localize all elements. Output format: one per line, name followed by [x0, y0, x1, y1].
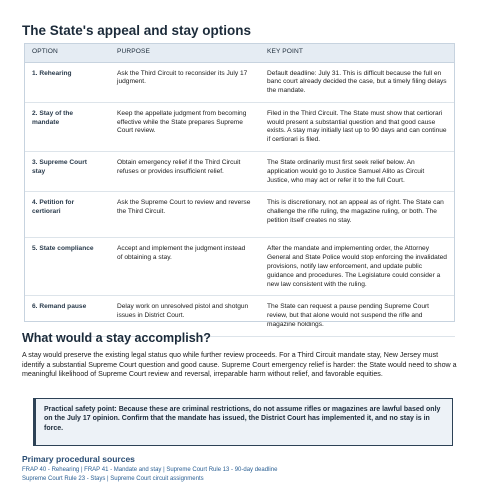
sources-title: Primary procedural sources [22, 454, 135, 464]
option-cell: 1. Rehearing [24, 62, 109, 102]
key-point-cell: Filed in the Third Circuit. The State must show that certiorari would present a substantial question and that good cause exists. A stay may initially last up to 90 days and can continue if certiorari is filed. [259, 102, 455, 151]
source-link-frap-40[interactable]: FRAP 40 - Rehearing [22, 467, 80, 473]
safety-callout: Practical safety point: Because these are criminal restrictions, do not assume rifles or magazines are lawful based only on the July 17 opinion. Confirm that the mandate has issued, the District Court has implemented it, and no stay is in force. [33, 398, 453, 446]
purpose-cell: Ask the Supreme Court to review and reverse the Third Circuit. [109, 192, 259, 238]
link-separator: | [107, 475, 111, 482]
option-cell: 5. State compliance [24, 238, 109, 296]
source-link-circuit-assignments[interactable]: Supreme Court circuit assignments [110, 475, 204, 482]
key-point-cell: The State can request a pause pending Supreme Court review, but that alone would not suspend the rifle and magazine holdings. [259, 296, 455, 336]
option-cell: 2. Stay of the mandate [24, 102, 109, 151]
key-point-cell: The State ordinarily must first seek relief below. An application would go to Justice Samuel Alito as Circuit Justice, who may act or refer it to the full Court. [259, 152, 455, 192]
option-cell: 4. Petition for certiorari [24, 192, 109, 238]
purpose-cell: Ask the Third Circuit to reconsider its July 17 judgment. [109, 62, 259, 102]
purpose-cell: Obtain emergency relief if the Third Circuit refuses or provides insufficient relief. [109, 152, 259, 192]
source-link-rule-23[interactable]: Supreme Court Rule 23 - Stays [22, 475, 106, 482]
section-title: What would a stay accomplish? [22, 331, 211, 345]
key-point-cell: Default deadline: July 31. This is difficult because the full en banc court already decided the case, but a timely filing delays the mandate. [259, 62, 455, 102]
key-point-cell: This is discretionary, not an appeal as of right. The State can challenge the rifle ruling, the magazine ruling, or both. The petition itself creates no stay. [259, 192, 455, 238]
source-link-frap-41[interactable]: FRAP 41 - Mandate and stay [84, 467, 162, 473]
option-cell: 6. Remand pause [24, 296, 109, 336]
table-header-row [24, 43, 455, 62]
table-row [24, 102, 455, 151]
link-separator: | [80, 467, 85, 473]
section-body: A stay would preserve the existing legal status quo while further review proceeds. For a Third Circuit mandate stay, New Jersey must identify a substantial Supreme Court question and good cause. Supreme Court emergency relief is harder: the State would need to show a meaningful likelihood of Supreme Court review and reversal, irreparable harm without relief, and favorable equities. [22, 351, 457, 378]
table-row [24, 62, 455, 102]
option-cell: 3. Supreme Court stay [24, 152, 109, 192]
header-key-point: KEY POINT [259, 43, 455, 62]
purpose-cell: Accept and implement the judgment instead of obtaining a stay. [109, 238, 259, 296]
header-purpose: PURPOSE [109, 43, 259, 62]
sources-list [22, 466, 462, 483]
link-separator: | [163, 467, 167, 473]
purpose-cell: Keep the appellate judgment from becoming effective while the State prepares Supreme Court review. [109, 102, 259, 151]
table-row [24, 192, 455, 238]
page-title: The State's appeal and stay options [22, 23, 252, 38]
source-link-rule-13[interactable]: Supreme Court Rule 13 - 90-day deadline [166, 467, 278, 473]
sources-line-1 [22, 466, 462, 475]
key-point-cell: After the mandate and implementing order, the Attorney General and State Police would stop enforcing the invalidated provisions, notify law enforcement, and update public guidance and procedures. The Legislature could consider a new law consistent with the ruling. [259, 238, 455, 296]
header-option: OPTION [24, 43, 109, 62]
sources-line-2 [22, 475, 462, 484]
table-row [24, 238, 455, 296]
purpose-cell: Delay work on unresolved pistol and shotgun issues in District Court. [109, 296, 259, 336]
table-row [24, 152, 455, 192]
options-table [24, 43, 455, 337]
